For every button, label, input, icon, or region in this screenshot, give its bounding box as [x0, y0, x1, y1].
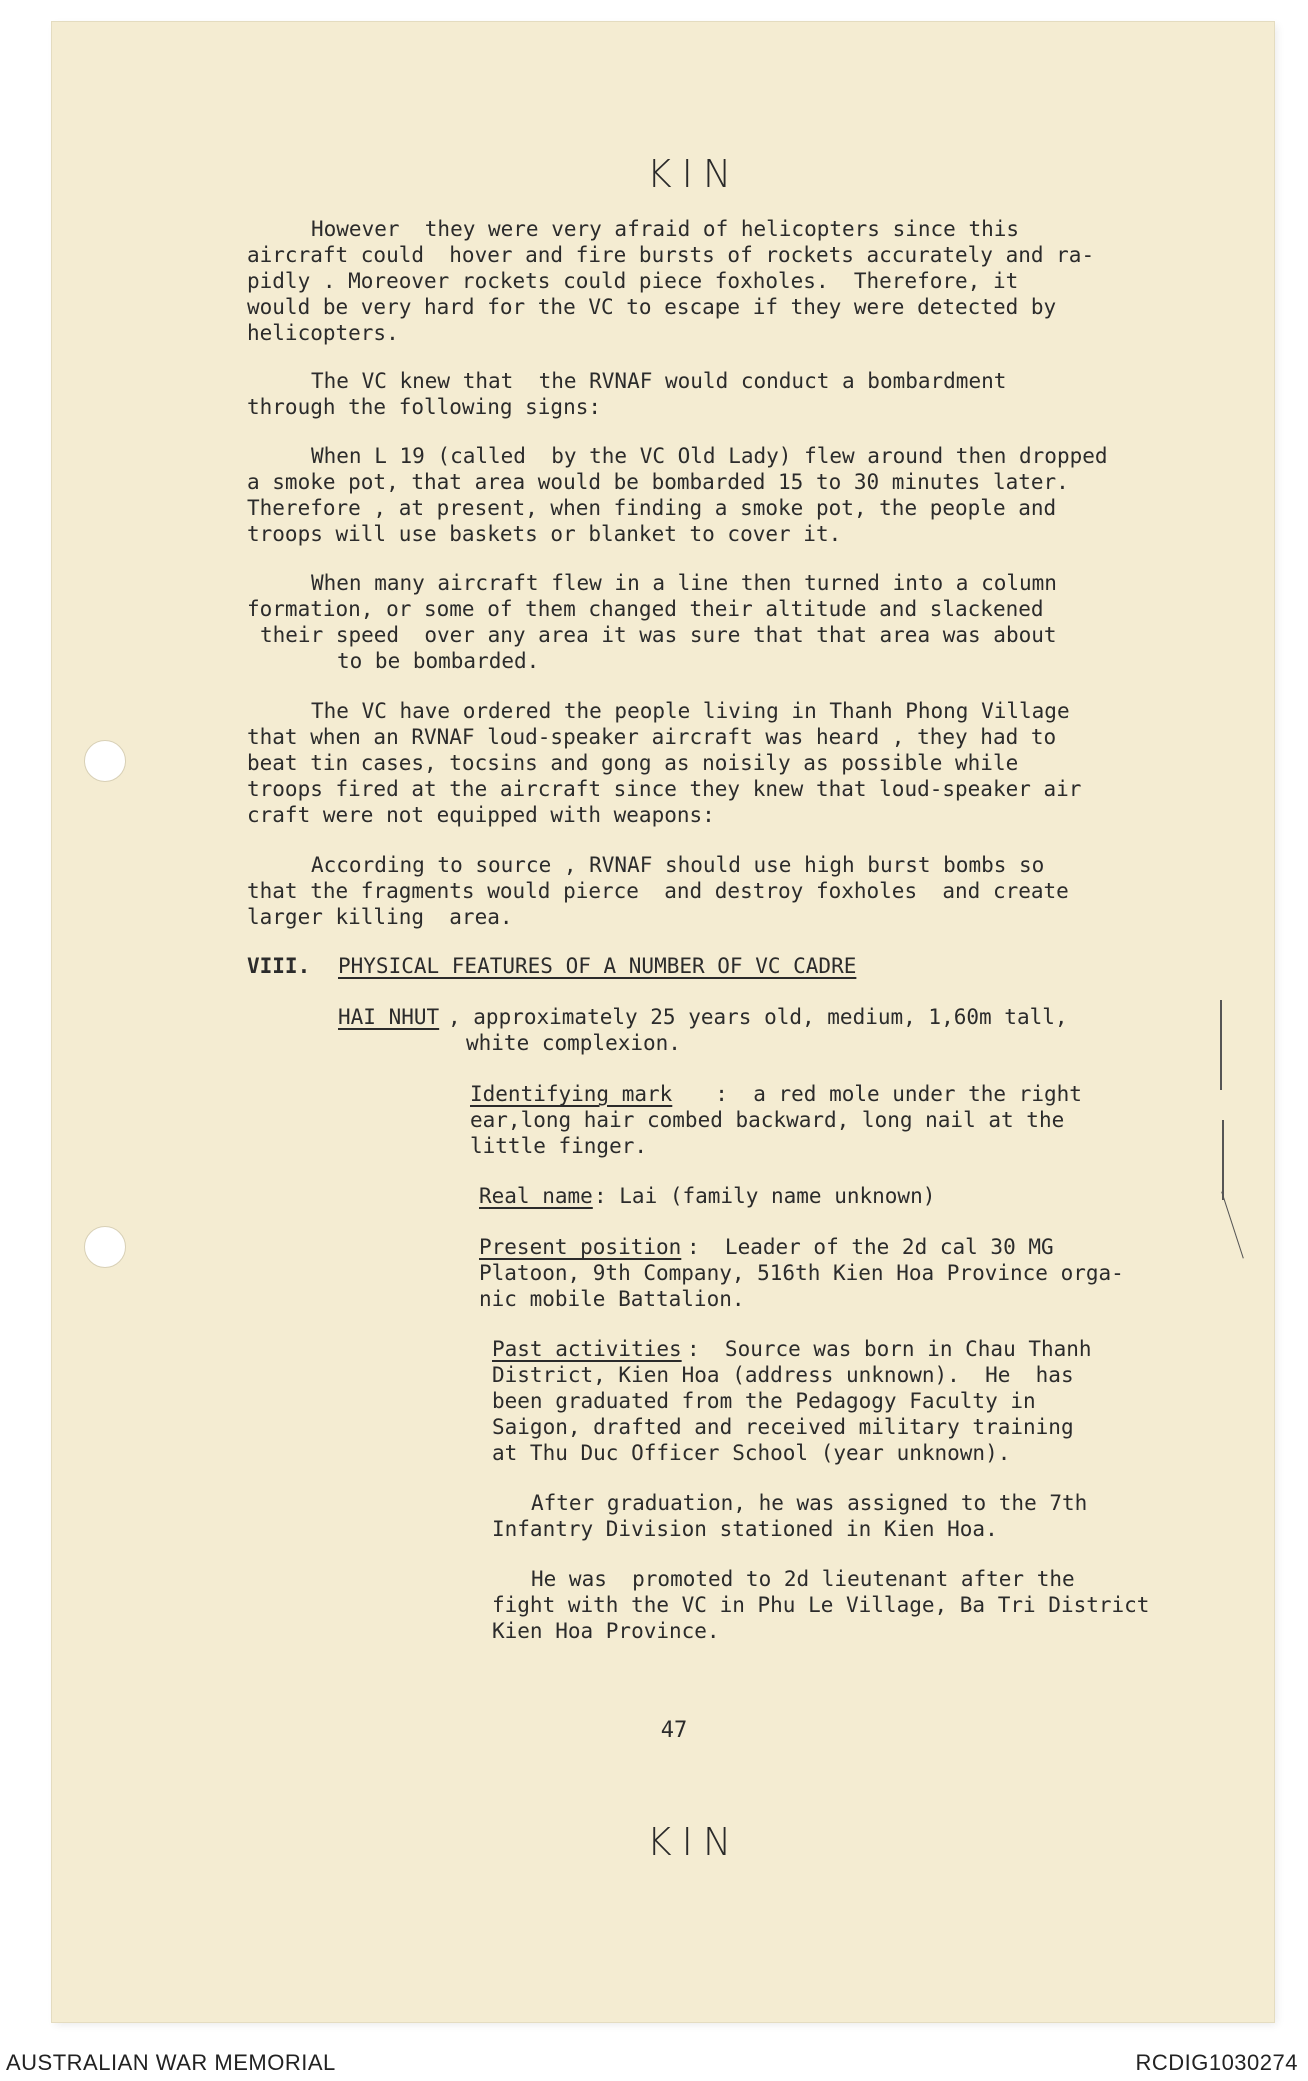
footer-source: AUSTRALIAN WAR MEMORIAL — [6, 2050, 336, 2075]
identifying-mark-text: little finger. — [470, 1134, 648, 1158]
past-activities-text: : Source was born in Chau Thanh — [687, 1337, 1092, 1361]
text-line: their speed over any area it was sure that that area was about — [260, 623, 1057, 647]
cadre-description: , approximately 25 years old, medium, 1,60m tall, — [448, 1005, 1068, 1029]
classification-stamp-top: KIN — [646, 152, 742, 196]
text-line: Therefore , at present, when finding a smoke pot, the people and — [247, 496, 1057, 520]
promotion-text: He was promoted to 2d lieutenant after the — [531, 1567, 1075, 1591]
text-line: to be bombarded. — [337, 649, 540, 673]
present-position-label: Present position — [479, 1235, 682, 1259]
text-line: that when an RVNAF loud-speaker aircraft was heard , they had to — [247, 725, 1057, 749]
text-line: would be very hard for the VC to escape if they were detected by — [247, 295, 1057, 319]
punch-hole-bottom — [84, 1226, 126, 1268]
identifying-mark-text: ear,long hair combed backward, long nail at the — [470, 1108, 1065, 1132]
text-line: aircraft could hover and fire bursts of rockets accurately and ra- — [247, 243, 1095, 267]
text-line: larger killing area. — [247, 905, 513, 929]
present-position-text: : Leader of the 2d cal 30 MG — [687, 1235, 1054, 1259]
text-line: formation, or some of them changed their altitude and slackened — [247, 597, 1044, 621]
past-activities-text: Saigon, drafted and received military training — [492, 1415, 1074, 1439]
text-line: However they were very afraid of helicopters since this — [311, 217, 1020, 241]
text-line: When many aircraft flew in a line then turned into a column — [311, 571, 1057, 595]
promotion-text: fight with the VC in Phu Le Village, Ba Tri District — [492, 1593, 1150, 1617]
identifying-mark-text: : a red mole under the right — [690, 1082, 1082, 1106]
text-line: through the following signs: — [247, 395, 602, 419]
text-line: that the fragments would pierce and destroy foxholes and create — [247, 879, 1069, 903]
text-line: troops fired at the aircraft since they knew that loud-speaker air — [247, 777, 1082, 801]
after-graduation-text: After graduation, he was assigned to the 7th — [531, 1491, 1088, 1515]
text-line: According to source , RVNAF should use high burst bombs so — [311, 853, 1045, 877]
text-line: When L 19 (called by the VC Old Lady) flew around then dropped — [311, 444, 1108, 468]
cadre-name: HAI NHUT — [338, 1005, 440, 1029]
present-position-text: nic mobile Battalion. — [479, 1287, 745, 1311]
margin-mark — [1222, 1120, 1224, 1200]
text-line: beat tin cases, tocsins and gong as noisily as possible while — [247, 751, 1019, 775]
text-line: pidly . Moreover rockets could piece foxholes. Therefore, it — [247, 269, 1019, 293]
past-activities-text: at Thu Duc Officer School (year unknown). — [492, 1441, 1011, 1465]
text-line: helicopters. — [247, 321, 399, 345]
past-activities-text: been graduated from the Pedagogy Faculty in — [492, 1389, 1036, 1413]
page-number: 47 — [660, 1718, 688, 1743]
text-line: troops will use baskets or blanket to cover it. — [247, 522, 842, 546]
margin-mark — [1220, 1000, 1222, 1090]
classification-stamp-bottom: KIN — [646, 1820, 742, 1864]
real-name-label: Real name — [479, 1184, 593, 1208]
section-number: VIII. — [247, 954, 311, 978]
after-graduation-text: Infantry Division stationed in Kien Hoa. — [492, 1517, 998, 1541]
promotion-text: Kien Hoa Province. — [492, 1619, 720, 1643]
punch-hole-top — [84, 740, 126, 782]
real-name-value: : Lai (family name unknown) — [594, 1184, 936, 1208]
identifying-mark-label: Identifying mark — [470, 1082, 673, 1106]
present-position-text: Platoon, 9th Company, 516th Kien Hoa Province orga- — [479, 1261, 1124, 1285]
past-activities-label: Past activities — [492, 1337, 682, 1361]
past-activities-text: District, Kien Hoa (address unknown). He has — [492, 1363, 1074, 1387]
text-line: craft were not equipped with weapons: — [247, 803, 715, 827]
text-line: The VC have ordered the people living in Thanh Phong Village — [311, 699, 1070, 723]
section-title: PHYSICAL FEATURES OF A NUMBER OF VC CADRE — [338, 954, 857, 978]
text-line: a smoke pot, that area would be bombarded 15 to 30 minutes later. — [247, 470, 1069, 494]
cadre-description: white complexion. — [466, 1031, 681, 1055]
text-line: The VC knew that the RVNAF would conduct a bombardment — [311, 369, 1007, 393]
footer-id: RCDIG1030274 — [1135, 2050, 1298, 2075]
